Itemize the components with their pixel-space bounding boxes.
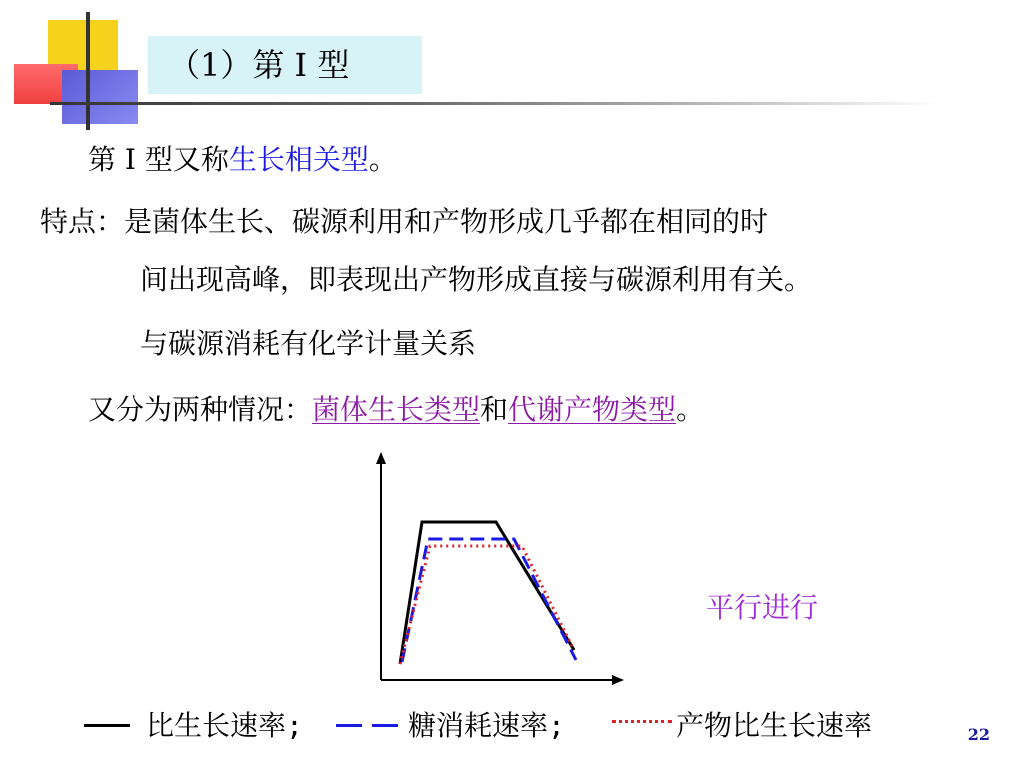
type-metabolite: 代谢产物类型	[508, 393, 677, 426]
types-conj: 和	[480, 393, 509, 426]
legend-dash-1	[336, 724, 362, 727]
y-axis-arrow	[376, 452, 386, 464]
curve-specific-growth-rate	[400, 522, 574, 664]
definition-suffix: 。	[368, 143, 397, 176]
types-prefix: 又分为两种情况：	[88, 393, 313, 426]
decor-horizontal-line	[50, 102, 940, 105]
legend-item-product: 产物比生长速率	[676, 709, 873, 742]
x-axis-arrow	[612, 675, 624, 685]
features-line-a	[40, 204, 768, 240]
definition-line	[88, 142, 397, 178]
legend-dotted-line	[612, 720, 672, 726]
decor-vertical-line	[86, 12, 90, 130]
page-number: 22	[967, 725, 990, 744]
features-text-a: 是菌体生长、碳源利用和产物形成几乎都在相同的时	[124, 205, 769, 238]
features-line-b: 间出现高峰，即表现出产物形成直接与碳源利用有关。	[140, 263, 813, 296]
legend-item-growth: 比生长速率;	[146, 709, 303, 742]
parallel-annotation: 平行进行	[706, 591, 819, 624]
type-cell-growth: 菌体生长类型	[312, 393, 481, 426]
growth-associated-term: 生长相关型	[228, 143, 369, 176]
features-label: 特点：	[40, 205, 125, 238]
definition-prefix: 第 I 型又称	[88, 143, 229, 176]
features-line-c: 与碳源消耗有化学计量关系	[140, 327, 477, 360]
types-line	[88, 392, 704, 428]
curve-sugar-consumption-rate	[402, 539, 576, 662]
rate-curves-diagram	[360, 448, 630, 688]
types-suffix: 。	[676, 393, 705, 426]
slide-title: （1）第 I 型	[168, 46, 350, 84]
decor-blue-square	[62, 70, 138, 124]
legend-solid-line	[84, 724, 130, 727]
legend-item-sugar: 糖消耗速率;	[408, 709, 565, 742]
legend-dash-2	[372, 724, 398, 727]
legend	[84, 708, 924, 748]
